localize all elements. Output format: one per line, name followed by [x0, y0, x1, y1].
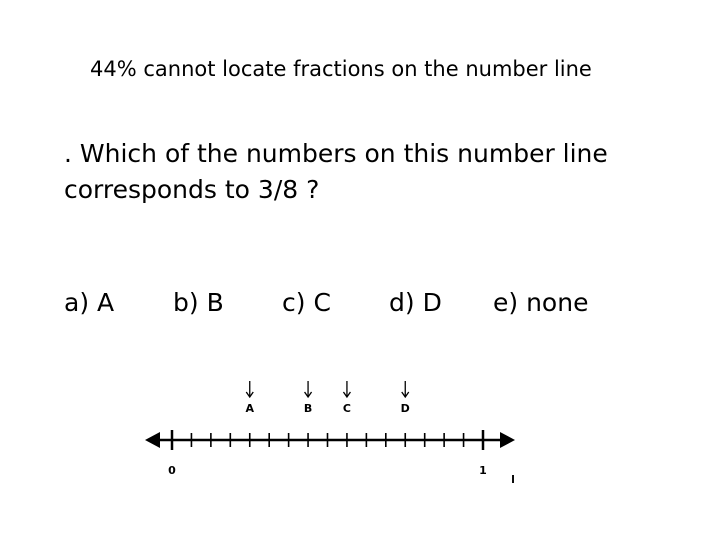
- answer-option-b[interactable]: b) B: [173, 288, 224, 317]
- slide-title: 44% cannot locate fractions on the number line: [90, 57, 592, 81]
- right-arrowhead-icon: [500, 432, 515, 448]
- marker-label: A: [245, 402, 255, 415]
- question-line-1: . Which of the numbers on this number line: [64, 139, 608, 168]
- answer-choices: [0, 287, 720, 323]
- answer-option-a[interactable]: a) A: [64, 288, 115, 317]
- marker-b: [304, 381, 312, 415]
- number-line-figure: [0, 370, 720, 500]
- marker-label: D: [400, 402, 410, 415]
- answer-option-c[interactable]: c) C: [282, 288, 331, 317]
- marker-a: [245, 381, 254, 415]
- label-one: 1: [479, 464, 487, 477]
- stray-mark: l: [511, 473, 515, 486]
- marker-label: B: [303, 402, 313, 415]
- marker-d: [401, 381, 410, 415]
- marker-label: C: [342, 402, 351, 415]
- question-line-2: corresponds to 3/8 ?: [64, 175, 320, 204]
- answer-option-d[interactable]: d) D: [389, 288, 442, 317]
- label-zero: 0: [168, 464, 176, 477]
- marker-c: [343, 381, 351, 415]
- number-line-markers: [245, 381, 409, 415]
- question-text: [64, 136, 704, 208]
- left-arrowhead-icon: [145, 432, 160, 448]
- answer-option-e[interactable]: e) none: [493, 288, 589, 317]
